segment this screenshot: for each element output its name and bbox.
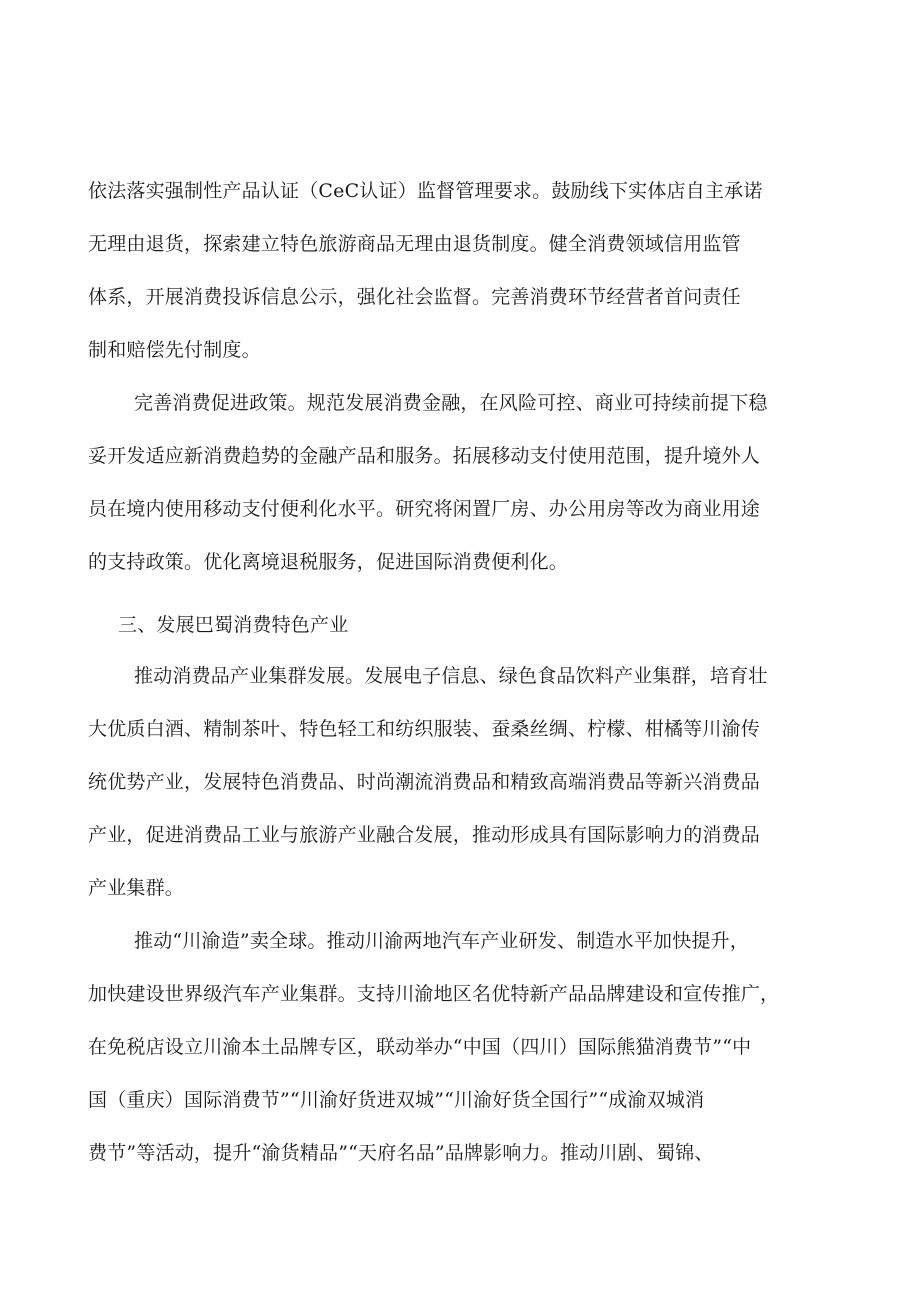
paragraph-start-line: 推动消费品产业集群发展。发展电子信息、绿色食品饮料产业集群，培育壮 xyxy=(134,665,768,687)
body-text-line: 加快建设世界级汽车产业集群。支持川渝地区名优特新产品品牌建设和宣传推广， xyxy=(88,983,780,1005)
paragraph-start-line: 完善消费促进政策。规范发展消费金融，在风险可控、商业可持续前提下稳 xyxy=(134,392,768,414)
body-text-line: 统优势产业，发展特色消费品、时尚潮流消费品和精致高端消费品等新兴消费品 xyxy=(88,771,761,793)
body-text-line: 大优质白酒、精制茶叶、特色轻工和纺织服装、蚕桑丝绸、柠檬、柑橘等川渝传 xyxy=(88,718,761,740)
body-text-line: 依法落实强制性产品认证（CeC认证）监督管理要求。鼓励线下实体店自主承诺 xyxy=(88,180,763,202)
body-text-line: 妥开发适应新消费趋势的金融产品和服务。拓展移动支付使用范围，提升境外人 xyxy=(88,445,761,467)
body-text-line: 的支持政策。优化离境退税服务，促进国际消费便利化。 xyxy=(88,551,569,573)
body-text-line: 无理由退货，探索建立特色旅游商品无理由退货制度。健全消费领域信用监管 xyxy=(88,233,741,255)
body-text-line: 费节”等活动，提升“渝货精品”“天府名品”品牌影响力。推动川剧、蜀锦、 xyxy=(88,1142,714,1164)
section-heading: 三、发展巴蜀消费特色产业 xyxy=(118,614,349,636)
body-text-line: 国（重庆）国际消费节”“川渝好货进双城”“川渝好货全国行”“成渝双城消 xyxy=(88,1089,705,1111)
body-text-line: 产业，促进消费品工业与旅游产业融合发展，推动形成具有国际影响力的消费品 xyxy=(88,824,761,846)
body-text-line: 产业集群。 xyxy=(88,877,185,899)
body-text-line: 制和赔偿先付制度。 xyxy=(88,339,261,361)
paragraph-start-line: 推动“川渝造”卖全球。推动川渝两地汽车产业研发、制造水平加快提升， xyxy=(134,930,750,952)
body-text-line: 员在境内使用移动支付便利化水平。研究将闲置厂房、办公用房等改为商业用途 xyxy=(88,498,761,520)
body-text-line: 体系，开展消费投诉信息公示，强化社会监督。完善消费环节经营者首问责任 xyxy=(88,286,741,308)
body-text-line: 在免税店设立川渝本土品牌专区，联动举办“中国（四川）国际熊猫消费节”“中 xyxy=(88,1036,752,1058)
